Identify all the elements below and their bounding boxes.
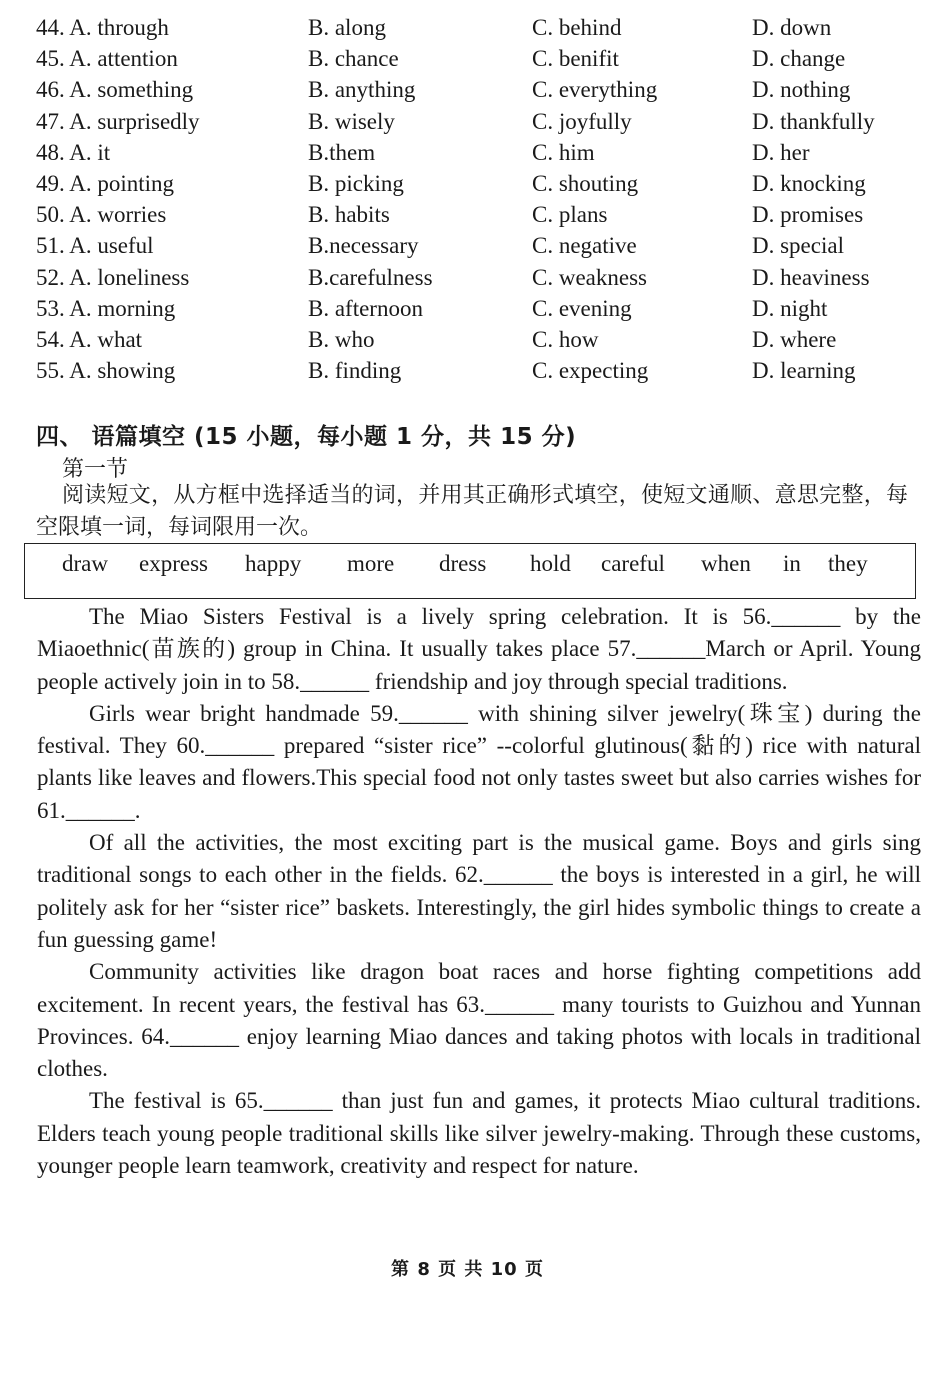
passage-paragraph: The Miao Sisters Festival is a lively spring celebration. It is 56.______ by the Miaoethnic(苗族的) group in China. It usually takes place 57.______March or April. Young people actively join in to 58.______ friendship and joy through special traditions. [37,604,921,694]
word-box-item: dress [439,551,487,576]
option-c: C. how [532,326,599,352]
word-box-item: they [828,551,868,576]
passage-paragraph: Community activities like dragon boat races and horse fighting competitions add excitement. In recent years, the festival has 63.______ many tourists to Guizhou and Yunnan Provinces. 64.______ enjoy learning Miao dances and taking photos with locals in traditional clothes. [37,959,921,1082]
option-a: 54. A. what [36,326,143,352]
option-b: B. habits [308,202,390,228]
option-row [36,168,916,199]
option-c: C. negative [532,233,637,259]
word-box-item: hold [530,551,571,576]
option-row [36,355,916,386]
option-b: B.necessary [308,233,419,259]
option-c: C. behind [532,15,622,40]
section-title: 四、 语篇填空 (15 小题，每小题 1 分，共 15 分) [36,424,577,450]
word-box-item: express [139,551,208,576]
option-row [36,137,916,168]
option-d: D. knocking [752,170,866,196]
option-c: C. shouting [532,170,639,196]
option-d: D. heaviness [752,264,870,290]
option-a: 53. A. morning [36,295,176,321]
word-box-item: in [783,551,801,576]
option-d: D. nothing [752,77,851,103]
option-row [36,262,916,293]
option-b: B. finding [308,358,402,384]
option-c: C. evening [532,295,632,321]
passage-paragraph: Of all the activities, the most exciting part is the musical game. Boys and girls sing traditional songs to each other in the fields. 62.______ the boys is interested in a girl, he will politely ask for her “sister rice” baskets. Interestingly, the girl hides symbolic things to create a fun guessing game! [37,830,921,952]
option-row [36,43,916,74]
option-a: 49. A. pointing [36,170,175,196]
option-d: D. night [752,295,828,321]
subsection-title: 第一节 [62,457,129,482]
option-d: D. her [752,139,810,165]
word-box-item: more [347,551,395,576]
option-d: D. down [752,15,832,40]
options-table [36,12,916,386]
option-b: B. picking [308,170,404,196]
option-row [36,199,916,230]
option-a: 50. A. worries [36,202,167,228]
page-number-footer: 第 8 页 共 10 页 [391,1259,544,1280]
option-row [36,293,916,324]
option-b: B. along [308,15,386,40]
option-row [36,106,916,137]
option-d: D. learning [752,358,856,384]
option-a: 48. A. it [36,139,111,165]
option-row [36,324,916,355]
option-a: 45. A. attention [36,46,178,72]
option-b: B. chance [308,46,399,72]
option-a: 44. A. through [36,15,169,40]
option-c: C. benifit [532,46,619,72]
option-c: C. expecting [532,358,649,384]
option-c: C. weakness [532,264,647,290]
option-b: B.them [308,139,376,165]
option-b: B. anything [308,77,416,103]
option-a: 52. A. loneliness [36,264,190,290]
option-b: B.carefulness [308,264,433,290]
option-c: C. plans [532,202,608,228]
option-d: D. special [752,233,844,259]
option-d: D. promises [752,202,864,228]
option-b: B. wisely [308,108,395,134]
option-d: D. change [752,46,846,72]
option-d: D. thankfully [752,108,875,134]
passage-paragraph: Girls wear bright handmade 59.______ with shining silver jewelry(珠宝) during the festival. They 60.______ prepared “sister rice” --colorful glutinous(黏的) rice with natural plants like leaves and flowers.This special food not only tastes sweet but also carries wishes for 61.______. [37,700,921,823]
option-c: C. joyfully [532,108,632,134]
passage-paragraph: The festival is 65.______ than just fun and games, it protects Miao cultural traditions. Elders teach young people traditional skills like silver jewelry-making. Through these customs, younger people learn teamwork, creativity and respect for nature. [37,1088,921,1179]
word-box [24,543,916,599]
option-a: 46. A. something [36,77,194,103]
option-row [36,12,916,43]
word-box-item: careful [601,551,665,576]
option-d: D. where [752,326,837,352]
option-a: 51. A. useful [36,233,154,259]
passage [37,601,921,1182]
option-c: C. everything [532,77,658,103]
option-b: B. who [308,326,375,352]
option-a: 47. A. surprisedly [36,108,200,134]
option-a: 55. A. showing [36,358,176,384]
option-row [36,230,916,261]
word-box-item: when [701,551,751,576]
word-box-item: happy [245,551,302,576]
option-row [36,74,916,105]
option-b: B. afternoon [308,295,423,321]
instructions: 阅读短文，从方框中选择适当的词，并用其正确形式填空，使短文通顺、意思完整，每空限填一词，每词限用一次。 [36,483,908,540]
word-box-item: draw [62,551,108,576]
option-c: C. him [532,139,595,165]
